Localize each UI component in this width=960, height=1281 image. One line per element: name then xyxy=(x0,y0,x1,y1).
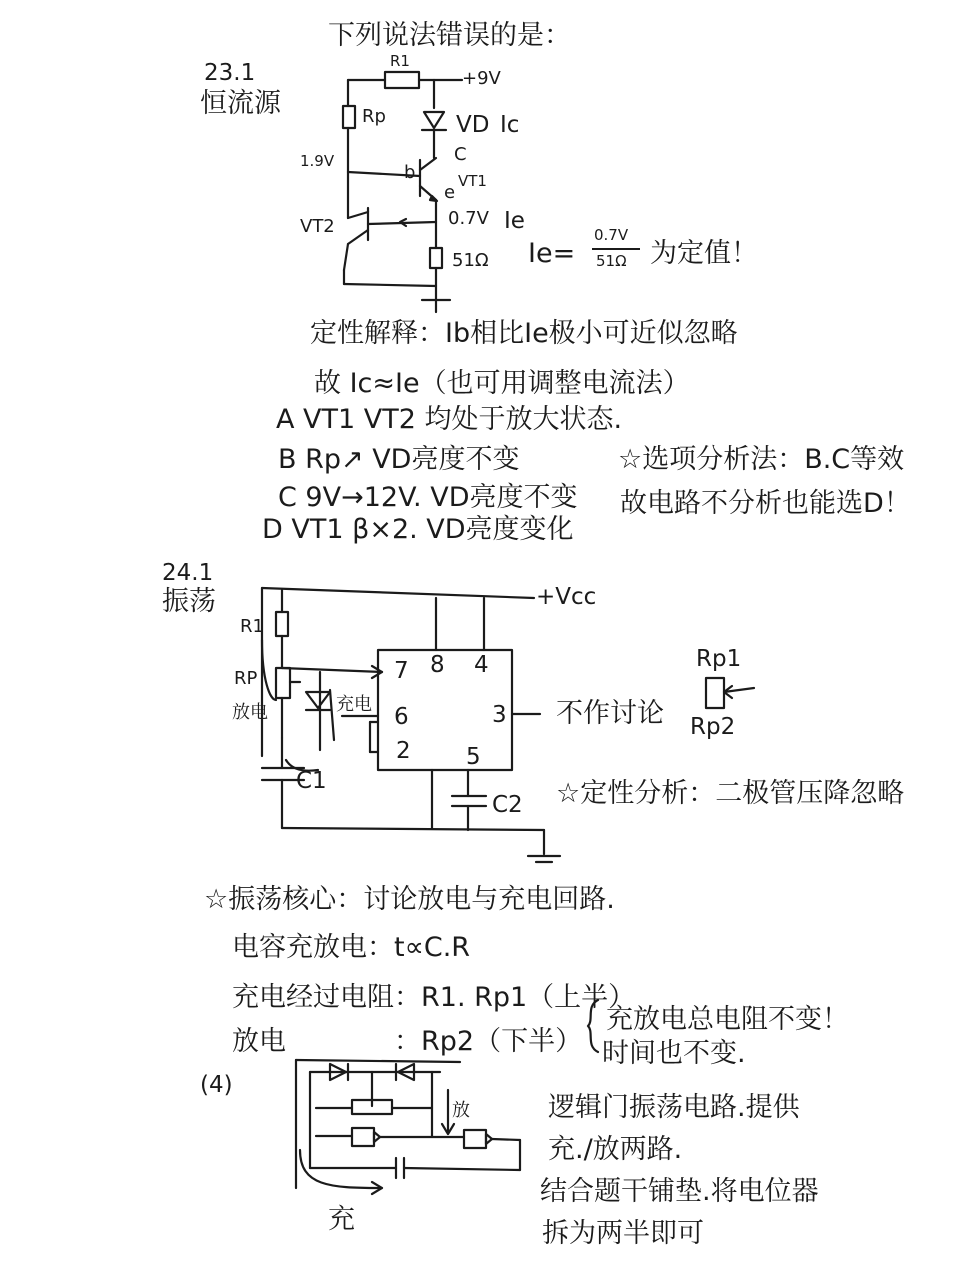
label-rp-osc: RP xyxy=(234,668,258,689)
label-1-9v: 1.9V xyxy=(300,152,335,170)
label-discharge-4: 放 xyxy=(452,1100,470,1121)
fraction-bar xyxy=(592,248,640,250)
logic-note-line-2: 充./放两路. xyxy=(548,1134,683,1165)
qualitative-analysis: ☆定性分析：二极管压降忽略 xyxy=(556,778,905,809)
section1-id: 23.1 xyxy=(204,60,256,86)
label-b: b xyxy=(404,162,416,183)
label-r1-osc: R1 xyxy=(240,616,264,637)
pin-5: 5 xyxy=(466,744,481,770)
brace-note-line-2: 时间也不变. xyxy=(602,1038,746,1069)
explanation-line-1: 定性解释：Ib相比Ie极小可近似忽略 xyxy=(310,318,738,349)
label-vd: VD xyxy=(456,112,490,138)
label-discharge: 放电 xyxy=(232,702,268,723)
side-note-line-1: ☆选项分析法：B.C等效 xyxy=(618,444,905,475)
label-51-ohm: 51Ω xyxy=(452,250,489,271)
oscillator-555-circuit xyxy=(262,588,560,862)
rp-split-sketch xyxy=(706,678,754,708)
label-c2: C2 xyxy=(492,792,523,818)
core-line-4: 放电 ：Rp2（下半） xyxy=(232,1026,583,1057)
label-c1: C1 xyxy=(296,768,327,794)
section1-name: 恒流源 xyxy=(200,88,281,119)
logic-note-line-4: 拆为两半即可 xyxy=(542,1218,704,1249)
side-note-line-2: 故电路不分析也能选D！ xyxy=(620,488,911,519)
pin-3: 3 xyxy=(492,702,507,728)
core-line-2: 电容充放电：t∝C.R xyxy=(232,932,471,963)
label-ic: Ic xyxy=(500,112,520,138)
label-vplus: +9V xyxy=(462,68,501,89)
core-line-3: 充电经过电阻：R1. Rp1（上半） xyxy=(232,982,636,1013)
label-ie: Ie xyxy=(504,208,525,234)
label-rp1: Rp1 xyxy=(696,646,742,672)
pin-4: 4 xyxy=(474,652,489,678)
section2-id: 24.1 xyxy=(162,560,214,586)
option-c: C 9V→12V. VD亮度不变 xyxy=(278,482,578,513)
formula-numerator: 0.7V xyxy=(594,226,629,244)
label-no-change: 不作讨论 xyxy=(556,698,664,729)
option-d: D VT1 β×2. VD亮度变化 xyxy=(262,514,574,545)
section2-name: 振荡 xyxy=(162,586,216,617)
explanation-line-2: 故 Ic≈Ie（也可用调整电流法） xyxy=(314,368,690,399)
formula-denominator: 51Ω xyxy=(596,252,627,270)
question-title: 下列说法错误的是： xyxy=(328,20,571,51)
pin-7: 7 xyxy=(394,658,409,684)
formula-lhs: Ie= xyxy=(528,238,576,269)
logic-note-line-1: 逻辑门振荡电路.提供 xyxy=(548,1092,800,1123)
label-vt2: VT2 xyxy=(300,216,335,237)
section3-id: (4) xyxy=(200,1072,233,1098)
label-e: e xyxy=(444,182,456,203)
brace-note-line-1: 充放电总电阻不变！ xyxy=(606,1004,849,1035)
label-rp2: Rp2 xyxy=(690,714,736,740)
pin-2: 2 xyxy=(396,738,411,764)
option-b: B Rp↗ VD亮度不变 xyxy=(278,444,520,475)
pin-8: 8 xyxy=(430,652,445,678)
core-line-1: ☆振荡核心：讨论放电与充电回路. xyxy=(204,884,615,915)
label-charge: 充电 xyxy=(336,694,372,715)
pin-6: 6 xyxy=(394,704,409,730)
label-0-7v: 0.7V xyxy=(448,208,489,229)
label-rp: Rp xyxy=(362,106,386,127)
label-r1: R1 xyxy=(390,52,410,70)
option-a: A VT1 VT2 均处于放大状态. xyxy=(276,404,623,435)
label-charge-4: 充 xyxy=(328,1204,355,1235)
label-vt1: VT1 xyxy=(458,172,487,190)
label-c: C xyxy=(454,144,467,165)
logic-gate-oscillator-circuit xyxy=(296,1060,520,1194)
logic-note-line-3: 结合题干铺垫.将电位器 xyxy=(540,1176,819,1207)
label-vcc: +Vcc xyxy=(536,584,597,610)
formula-note: 为定值！ xyxy=(650,238,758,269)
